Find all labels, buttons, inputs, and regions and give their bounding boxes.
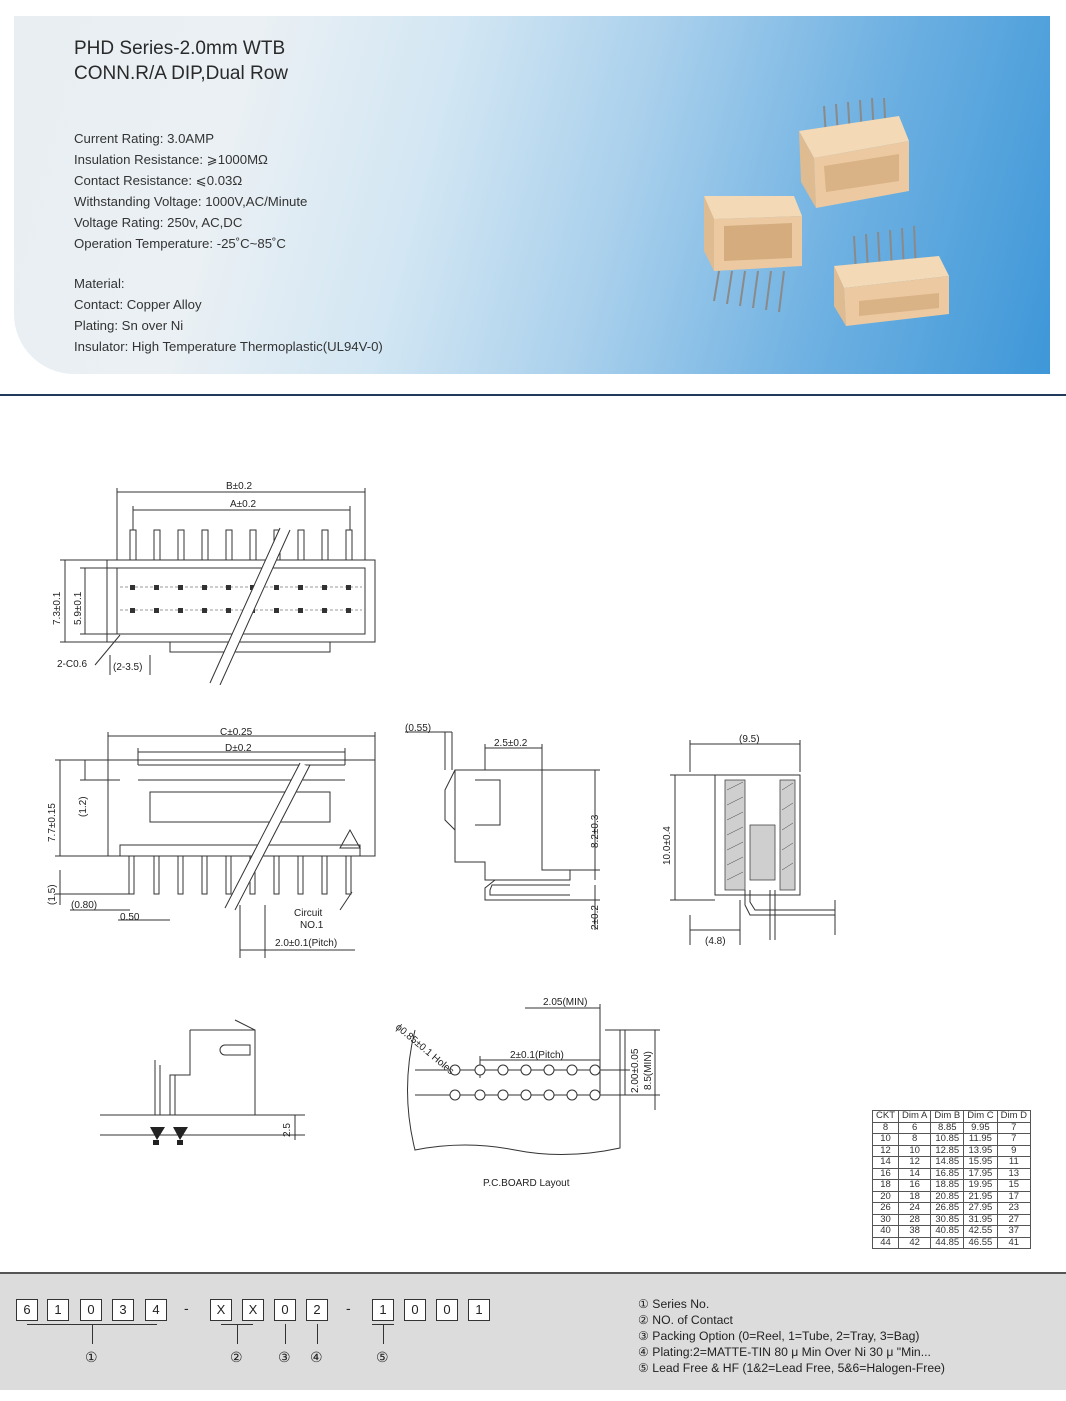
dim-2-00: 2.00±0.05 xyxy=(630,1048,641,1093)
table-cell: 23 xyxy=(997,1203,1030,1215)
spec-withstanding: Withstanding Voltage: 1000V,AC/Minute xyxy=(74,194,308,209)
dim-2-5: 2.5±0.2 xyxy=(494,738,528,749)
material-contact: Contact: Copper Alloy xyxy=(74,297,202,312)
section-divider xyxy=(0,394,1066,396)
table-cell: 10 xyxy=(873,1134,899,1146)
col-dim-a: Dim A xyxy=(899,1111,931,1123)
table-cell: 11.95 xyxy=(964,1134,997,1146)
table-cell: 17.95 xyxy=(964,1168,997,1180)
pn-digit: X xyxy=(210,1299,232,1321)
cross-section-drawing xyxy=(655,730,855,955)
pn-digit: 1 xyxy=(372,1299,394,1321)
table-cell: 8 xyxy=(873,1122,899,1134)
table-cell: 27.95 xyxy=(964,1203,997,1215)
part-number-legend xyxy=(638,1296,945,1376)
legend-item: ② NO. of Contact xyxy=(638,1313,733,1327)
connector-image-2 xyxy=(704,196,802,312)
table-cell: 42 xyxy=(899,1237,931,1249)
circuit-label-2: NO.1 xyxy=(300,920,324,931)
table-header-row xyxy=(873,1111,1031,1123)
connector-image-3 xyxy=(834,226,949,326)
marker-3: ③ xyxy=(278,1350,291,1366)
table-cell: 8 xyxy=(899,1134,931,1146)
legend-item: ① Series No. xyxy=(638,1297,710,1311)
spec-insulation: Insulation Resistance: ⩾1000MΩ xyxy=(74,152,268,167)
table-cell: 15 xyxy=(997,1180,1030,1192)
title-line-2: CONN.R/A DIP,Dual Row xyxy=(74,63,288,84)
table-cell: 37 xyxy=(997,1226,1030,1238)
table-cell: 17 xyxy=(997,1191,1030,1203)
table-cell: 24 xyxy=(899,1203,931,1215)
pcb-pitch: 2±0.1(Pitch) xyxy=(510,1050,564,1061)
legend-item: ③ Packing Option (0=Reel, 1=Tube, 2=Tray, 3=Bag) xyxy=(638,1329,920,1343)
pn-digit: 3 xyxy=(112,1299,134,1321)
front-view-drawing xyxy=(40,720,390,965)
legend-item: ⑤ Lead Free & HF (1&2=Lead Free, 5&6=Halogen-Free) xyxy=(638,1361,945,1375)
dim-9-5: (9.5) xyxy=(739,734,760,745)
table-cell: 20.85 xyxy=(931,1191,964,1203)
table-cell: 40 xyxy=(873,1226,899,1238)
dim-10-0: 10.0±0.4 xyxy=(662,826,673,865)
dim-4-8: (4.8) xyxy=(705,936,726,947)
table-cell: 42.55 xyxy=(964,1226,997,1238)
spec-current: Current Rating: 3.0AMP xyxy=(74,131,214,146)
table-cell: 31.95 xyxy=(964,1214,997,1226)
table-cell: 13.95 xyxy=(964,1145,997,1157)
pn-digit: 2 xyxy=(306,1299,328,1321)
dim-2-05: 2.05(MIN) xyxy=(543,997,588,1008)
table-cell: 38 xyxy=(899,1226,931,1238)
top-pins xyxy=(130,530,352,560)
marker-5: ⑤ xyxy=(376,1350,389,1366)
spec-temperature: Operation Temperature: -25˚C~85˚C xyxy=(74,236,286,251)
table-cell: 18.85 xyxy=(931,1180,964,1192)
table-row xyxy=(873,1191,1031,1203)
col-dim-d: Dim D xyxy=(997,1111,1030,1123)
table-cell: 14 xyxy=(899,1168,931,1180)
material-list xyxy=(74,273,383,357)
table-row xyxy=(873,1180,1031,1192)
table-row xyxy=(873,1237,1031,1249)
table-cell: 14 xyxy=(873,1157,899,1169)
bracket-1-stem xyxy=(92,1324,93,1344)
dim-0-80: (0.80) xyxy=(71,900,98,911)
dim-chamfer: 2-C0.6 xyxy=(57,659,88,670)
col-ckt: CKT xyxy=(873,1111,899,1123)
pn-digit: 0 xyxy=(274,1299,296,1321)
header-banner xyxy=(14,16,1050,374)
table-cell: 9.95 xyxy=(964,1122,997,1134)
table-cell: 30 xyxy=(873,1214,899,1226)
dim-d: D±0.2 xyxy=(225,743,252,754)
material-heading: Material: xyxy=(74,276,125,291)
top-view-drawing xyxy=(40,470,380,685)
table-cell: 14.85 xyxy=(931,1157,964,1169)
side-view-drawing xyxy=(400,720,620,935)
col-dim-c: Dim C xyxy=(964,1111,997,1123)
dimension-table xyxy=(872,1110,1031,1249)
table-cell: 41 xyxy=(997,1237,1030,1249)
table-cell: 7 xyxy=(997,1122,1030,1134)
legend-item: ④ Plating:2=MATTE-TIN 80 μ Min Over Ni 30 μ "Min... xyxy=(638,1345,931,1359)
table-cell: 15.95 xyxy=(964,1157,997,1169)
table-cell: 19.95 xyxy=(964,1180,997,1192)
table-cell: 13 xyxy=(997,1168,1030,1180)
table-cell: 28 xyxy=(899,1214,931,1226)
dim-1-5: (1.5) xyxy=(47,884,58,905)
bracket-4-stem xyxy=(317,1324,318,1344)
pn-digit: 4 xyxy=(145,1299,167,1321)
table-cell: 9 xyxy=(997,1145,1030,1157)
pn-digit: 0 xyxy=(80,1299,102,1321)
table-cell: 12 xyxy=(873,1145,899,1157)
table-cell: 7 xyxy=(997,1134,1030,1146)
pn-digit: 0 xyxy=(436,1299,458,1321)
bracket-5-stem xyxy=(383,1324,384,1344)
table-cell: 20 xyxy=(873,1191,899,1203)
table-row xyxy=(873,1134,1031,1146)
dim-pitch: 2.0±0.1(Pitch) xyxy=(275,938,338,949)
table-cell: 18 xyxy=(899,1191,931,1203)
table-cell: 8.85 xyxy=(931,1122,964,1134)
pn-digit: 1 xyxy=(47,1299,69,1321)
pcb-layout-caption: P.C.BOARD Layout xyxy=(483,1178,570,1189)
table-row xyxy=(873,1145,1031,1157)
table-cell: 44 xyxy=(873,1237,899,1249)
table-cell: 40.85 xyxy=(931,1226,964,1238)
part-number-footer xyxy=(0,1272,1066,1390)
dim-b: B±0.2 xyxy=(226,481,253,492)
product-photo xyxy=(674,86,964,346)
holes-callout: ϕ0.85±0.1 Holes xyxy=(393,1021,456,1078)
dim-2-5-mount: 2.5 xyxy=(282,1123,293,1137)
bracket-5 xyxy=(372,1324,394,1325)
bracket-3-stem xyxy=(285,1324,286,1344)
table-cell: 16 xyxy=(873,1168,899,1180)
bracket-2-stem xyxy=(237,1324,238,1344)
pcb-layout-drawing xyxy=(385,990,670,1195)
dim-offset: (2-3.5) xyxy=(113,662,143,673)
table-row xyxy=(873,1214,1031,1226)
pn-digit: 6 xyxy=(16,1299,38,1321)
material-insulator: Insulator: High Temperature Thermoplastic(UL94V-0) xyxy=(74,339,383,354)
dim-5-9: 5.9±0.1 xyxy=(73,591,84,625)
dim-1-2: (1.2) xyxy=(78,796,89,817)
spec-contact-resistance: Contact Resistance: ⩽0.03Ω xyxy=(74,173,243,188)
pn-dash: - xyxy=(346,1300,351,1316)
connector-image-1 xyxy=(799,98,909,208)
circuit-label-1: Circuit xyxy=(294,908,323,919)
table-cell: 44.85 xyxy=(931,1237,964,1249)
table-cell: 10 xyxy=(899,1145,931,1157)
material-plating: Plating: Sn over Ni xyxy=(74,318,184,333)
title-line-1: PHD Series-2.0mm WTB xyxy=(74,38,286,59)
dim-c: C±0.25 xyxy=(220,727,253,738)
table-cell: 11 xyxy=(997,1157,1030,1169)
table-cell: 10.85 xyxy=(931,1134,964,1146)
mounted-view-drawing xyxy=(95,1015,315,1155)
marker-1: ① xyxy=(85,1350,98,1366)
dim-8-5: 8.5(MIN) xyxy=(643,1051,654,1090)
dim-8-2: 8.2±0.3 xyxy=(590,814,601,848)
table-row xyxy=(873,1122,1031,1134)
spec-voltage: Voltage Rating: 250v, AC,DC xyxy=(74,215,243,230)
table-cell: 6 xyxy=(899,1122,931,1134)
table-row xyxy=(873,1157,1031,1169)
dim-a: A±0.2 xyxy=(230,499,257,510)
table-cell: 21.95 xyxy=(964,1191,997,1203)
table-cell: 27 xyxy=(997,1214,1030,1226)
pin-holes-row xyxy=(130,585,351,613)
table-cell: 12 xyxy=(899,1157,931,1169)
table-row xyxy=(873,1168,1031,1180)
product-title xyxy=(74,36,288,86)
spec-list xyxy=(74,128,307,254)
dim-7-7: 7.7±0.15 xyxy=(47,803,58,842)
marker-4: ④ xyxy=(310,1350,323,1366)
dim-0-55: (0.55) xyxy=(405,723,432,734)
table-cell: 30.85 xyxy=(931,1214,964,1226)
dim-7-3: 7.3±0.1 xyxy=(52,591,63,625)
dim-0-50: 0.50 xyxy=(120,912,140,923)
pn-dash: - xyxy=(184,1300,189,1316)
table-cell: 46.55 xyxy=(964,1237,997,1249)
table-row xyxy=(873,1226,1031,1238)
table-row xyxy=(873,1203,1031,1215)
table-cell: 26 xyxy=(873,1203,899,1215)
table-cell: 16.85 xyxy=(931,1168,964,1180)
marker-2: ② xyxy=(230,1350,243,1366)
dim-2-0: 2±0.2 xyxy=(590,905,601,930)
table-cell: 12.85 xyxy=(931,1145,964,1157)
col-dim-b: Dim B xyxy=(931,1111,964,1123)
pn-digit: X xyxy=(242,1299,264,1321)
pn-digit: 0 xyxy=(404,1299,426,1321)
table-cell: 16 xyxy=(899,1180,931,1192)
table-cell: 18 xyxy=(873,1180,899,1192)
table-cell: 26.85 xyxy=(931,1203,964,1215)
pn-digit: 1 xyxy=(468,1299,490,1321)
